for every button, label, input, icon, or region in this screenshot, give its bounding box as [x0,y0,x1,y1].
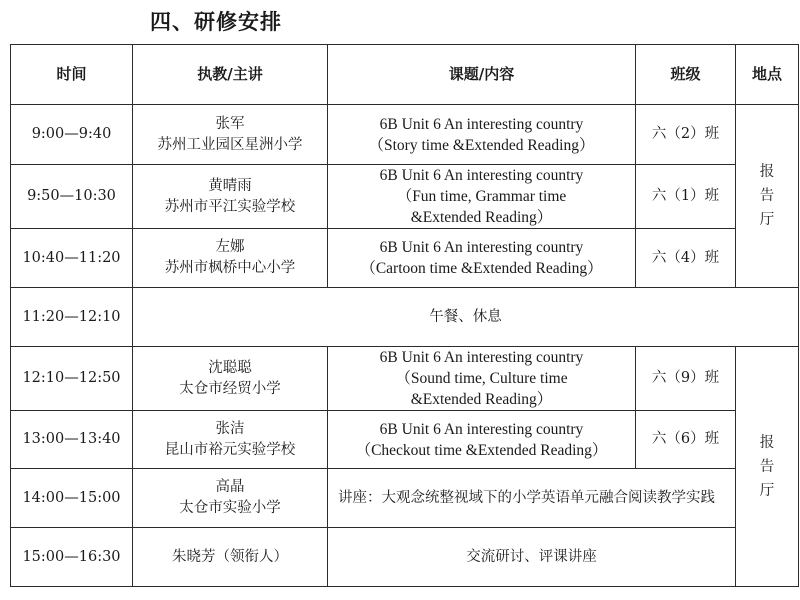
teacher-name: 高晶 [215,479,245,495]
table-row [11,347,799,411]
time-cell: 9:00—9:40 [11,105,133,165]
topic-line: 6B Unit 6 An interesting country [379,239,584,256]
venue-char: 报 [759,164,775,180]
venue-cell-top [736,105,799,288]
table-row [11,229,799,288]
class-cell: 六（6）班 [636,411,736,469]
venue-char: 厅 [759,482,775,499]
teacher-cell [133,229,328,288]
table-row [11,165,799,229]
teacher-cell [133,411,328,469]
lecture-cell: 讲座：大观念统整视域下的小学英语单元融合阅读教学实践 [328,469,736,528]
header-row [11,45,799,105]
topic-line: （Story time &Extended Reading） [368,136,595,154]
teacher-school: 太仓市实验小学 [179,500,281,516]
time-cell: 13:00—13:40 [11,411,133,469]
lunch-break-cell: 午餐、休息 [133,288,799,347]
topic-cell [328,165,636,229]
topic-cell [328,347,636,411]
class-cell: 六（1）班 [636,165,736,229]
teacher-cell [133,105,328,165]
teacher-school: 苏州市平江实验学校 [164,198,296,215]
table-row [11,288,799,347]
topic-cell [328,105,636,165]
header-teacher: 执教/主讲 [133,45,328,105]
topic-line: （Fun time, Grammar time [396,188,567,205]
teacher-cell [133,165,328,229]
venue-cell-bottom [736,347,799,587]
teacher-name: 张洁 [215,420,245,437]
venue-char: 告 [759,188,775,204]
topic-cell [328,229,636,288]
time-cell: 9:50—10:30 [11,165,133,229]
time-cell: 11:20—12:10 [11,288,133,347]
teacher-cell: 朱晓芳（领衔人） [133,528,328,587]
header-venue: 地点 [736,45,799,105]
teacher-name: 张军 [215,115,245,132]
schedule-table [10,44,799,587]
topic-line: 6B Unit 6 An interesting country [379,167,584,184]
teacher-name: 沈聪聪 [208,359,252,376]
venue-char: 厅 [759,212,775,228]
teacher-cell [133,347,328,411]
time-cell: 10:40—11:20 [11,229,133,288]
header-topic: 课题/内容 [328,45,636,105]
topic-line: 6B Unit 6 An interesting country [379,115,584,133]
venue-char: 报 [759,434,775,451]
teacher-school: 苏州市枫桥中心小学 [164,260,296,276]
class-cell: 六（9）班 [636,347,736,411]
section-heading: 四、研修安排 [150,10,282,34]
table-row [11,469,799,528]
teacher-name: 黄晴雨 [208,177,252,194]
topic-line: （Checkout time &Extended Reading） [355,441,608,459]
time-cell: 14:00—15:00 [11,469,133,528]
topic-line: &Extended Reading） [410,391,553,408]
topic-line: （Cartoon time &Extended Reading） [360,260,603,277]
time-cell: 12:10—12:50 [11,347,133,411]
teacher-name: 左娜 [215,239,245,255]
table-row [11,411,799,469]
topic-line: 6B Unit 6 An interesting country [379,420,584,438]
table-row [11,528,799,587]
teacher-school: 太仓市经贸小学 [179,380,281,397]
teacher-school: 昆山市裕元实验学校 [164,441,296,458]
table-row [11,105,799,165]
class-cell: 六（4）班 [636,229,736,288]
teacher-cell [133,469,328,528]
topic-line: （Sound time, Culture time [395,370,568,387]
header-class: 班级 [636,45,736,105]
teacher-school: 苏州工业园区星洲小学 [157,136,303,153]
topic-line: 6B Unit 6 An interesting country [379,349,584,366]
topic-line: &Extended Reading） [410,209,553,226]
class-cell: 六（2）班 [636,105,736,165]
venue-char: 告 [759,458,775,475]
time-cell: 15:00—16:30 [11,528,133,587]
header-time: 时间 [11,45,133,105]
activity-cell: 交流研讨、评课讲座 [328,528,736,587]
topic-cell [328,411,636,469]
